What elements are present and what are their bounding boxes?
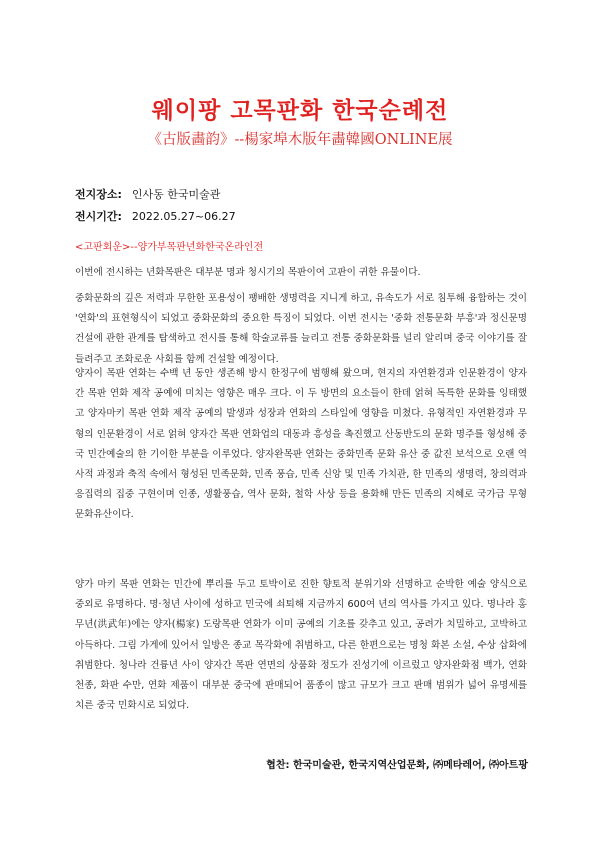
venue-line	[75, 186, 220, 202]
paragraph-history: 양자이 목판 연화는 수백 년 동안 생존해 방시 한정구에 범행해 왔으며, 현지의 자연환경과 인문환경이 양자간 목판 연화 제작 공예에 미치는 영향은 매우 크다. 이 두 방면의 요소들이 한데 얽혀 독특한 문화를 잉태했고 양자마키 목판 연화 제작 공예의 발생과 성장과 연화의 스타일에 영향을 미쳤다. 유형적인 자연환경과 무형의 인문환경이 서로 얽혀 양자간 목판 연화업의 대동과 흥성을 촉진했고 산동반도의 문화 명주를 형성해 중국 민간예술의 한 기이한 부분을 이루었다. 양자완목판 연화는 중화민족 문화 유산 중 값진 보석으로 오랜 역사적 과정과 축적 속에서 형성된 민족문화, 민족 풍습, 민족 신앙 및 민족 가치관, 한 민족의 생명력, 창의력과 응집력의 집중 구현이며 인종, 생활풍습, 역사 문화, 철학 사상 등을 용화해 만든 민족의 지혜로 국가급 무형문화유산이다.	[75, 368, 527, 521]
period-label: 전시기간:	[75, 210, 122, 223]
paragraph-culture: 중화문화의 깊은 저력과 무한한 포용성이 팽배한 생명력을 지니게 하고, 유속도가 서로 침투해 융합하는 것이 '연화'의 표현형식이 되었고 중화문화의 중요한 특징이 되었다. 이번 전시는 '중화 전통문화 부흥'과 정신문명 건설에 관한 관계를 탐색하고 전시를 통해 학술교류를 늘리고 전통 중화문화를 널리 알리며 중국 이야기를 잘 들려주고 조화로운 사회를 함께 건설할 예정이다.	[75, 293, 527, 365]
paragraph-intro: 이번에 전시하는 년화목판은 대부분 명과 청시기의 목판이여 고판이 귀한 유물이다.	[75, 267, 421, 278]
venue-value: 인사동 한국미술관	[131, 188, 221, 201]
exhibition-subtitle: 《古版畵韵》--楊家埠木版年畵韓國ONLINE展	[147, 132, 453, 148]
paragraph-style: 양가 마키 목판 연화는 민간에 뿌리를 두고 토박이로 진한 향토적 분위기와 선명하고 순박한 예술 양식으로 중외로 유명하다. 명·청년 사이에 성하고 민국에 쇠퇴해 지금까지 600여 년의 역사를 가지고 있다. 명나라 홍무년(洪武年)에는 양자(楊家) 도랑목판 연화가 이미 공예의 기초를 갖추고 있고, 공려가 치밀하고, 고박하고 아득하다. 그림 가게에 있어서 일방은 종교 목각화에 취범하고, 다른 한편으로는 명청 화본 소설, 수상 삽화에 취범한다. 청나라 건륭년 사이 양자간 목판 연면의 상품화 정도가 진성기에 이르렀고 양자완화점 백가, 연화 천종, 화판 수만, 연화 제품이 대부분 중국에 판매되어 품종이 많고 규모가 크고 판매 범위가 넓어 유명세를 치른 중국 민화시로 되었다.	[75, 579, 527, 712]
exhibition-title: 웨이팡 고목판화 한국순례전	[151, 98, 449, 124]
period-value: 2022.05.27~06.27	[131, 210, 236, 223]
period-line	[75, 208, 236, 224]
sponsor-credits: 협찬: 한국미술관, 한국지역산업문화, ㈜메타레어, ㈜아트팡	[266, 760, 528, 771]
venue-label: 전지장소:	[75, 188, 122, 201]
section-heading: <고판회운>--양가부목판년화한국온라인전	[75, 242, 264, 253]
